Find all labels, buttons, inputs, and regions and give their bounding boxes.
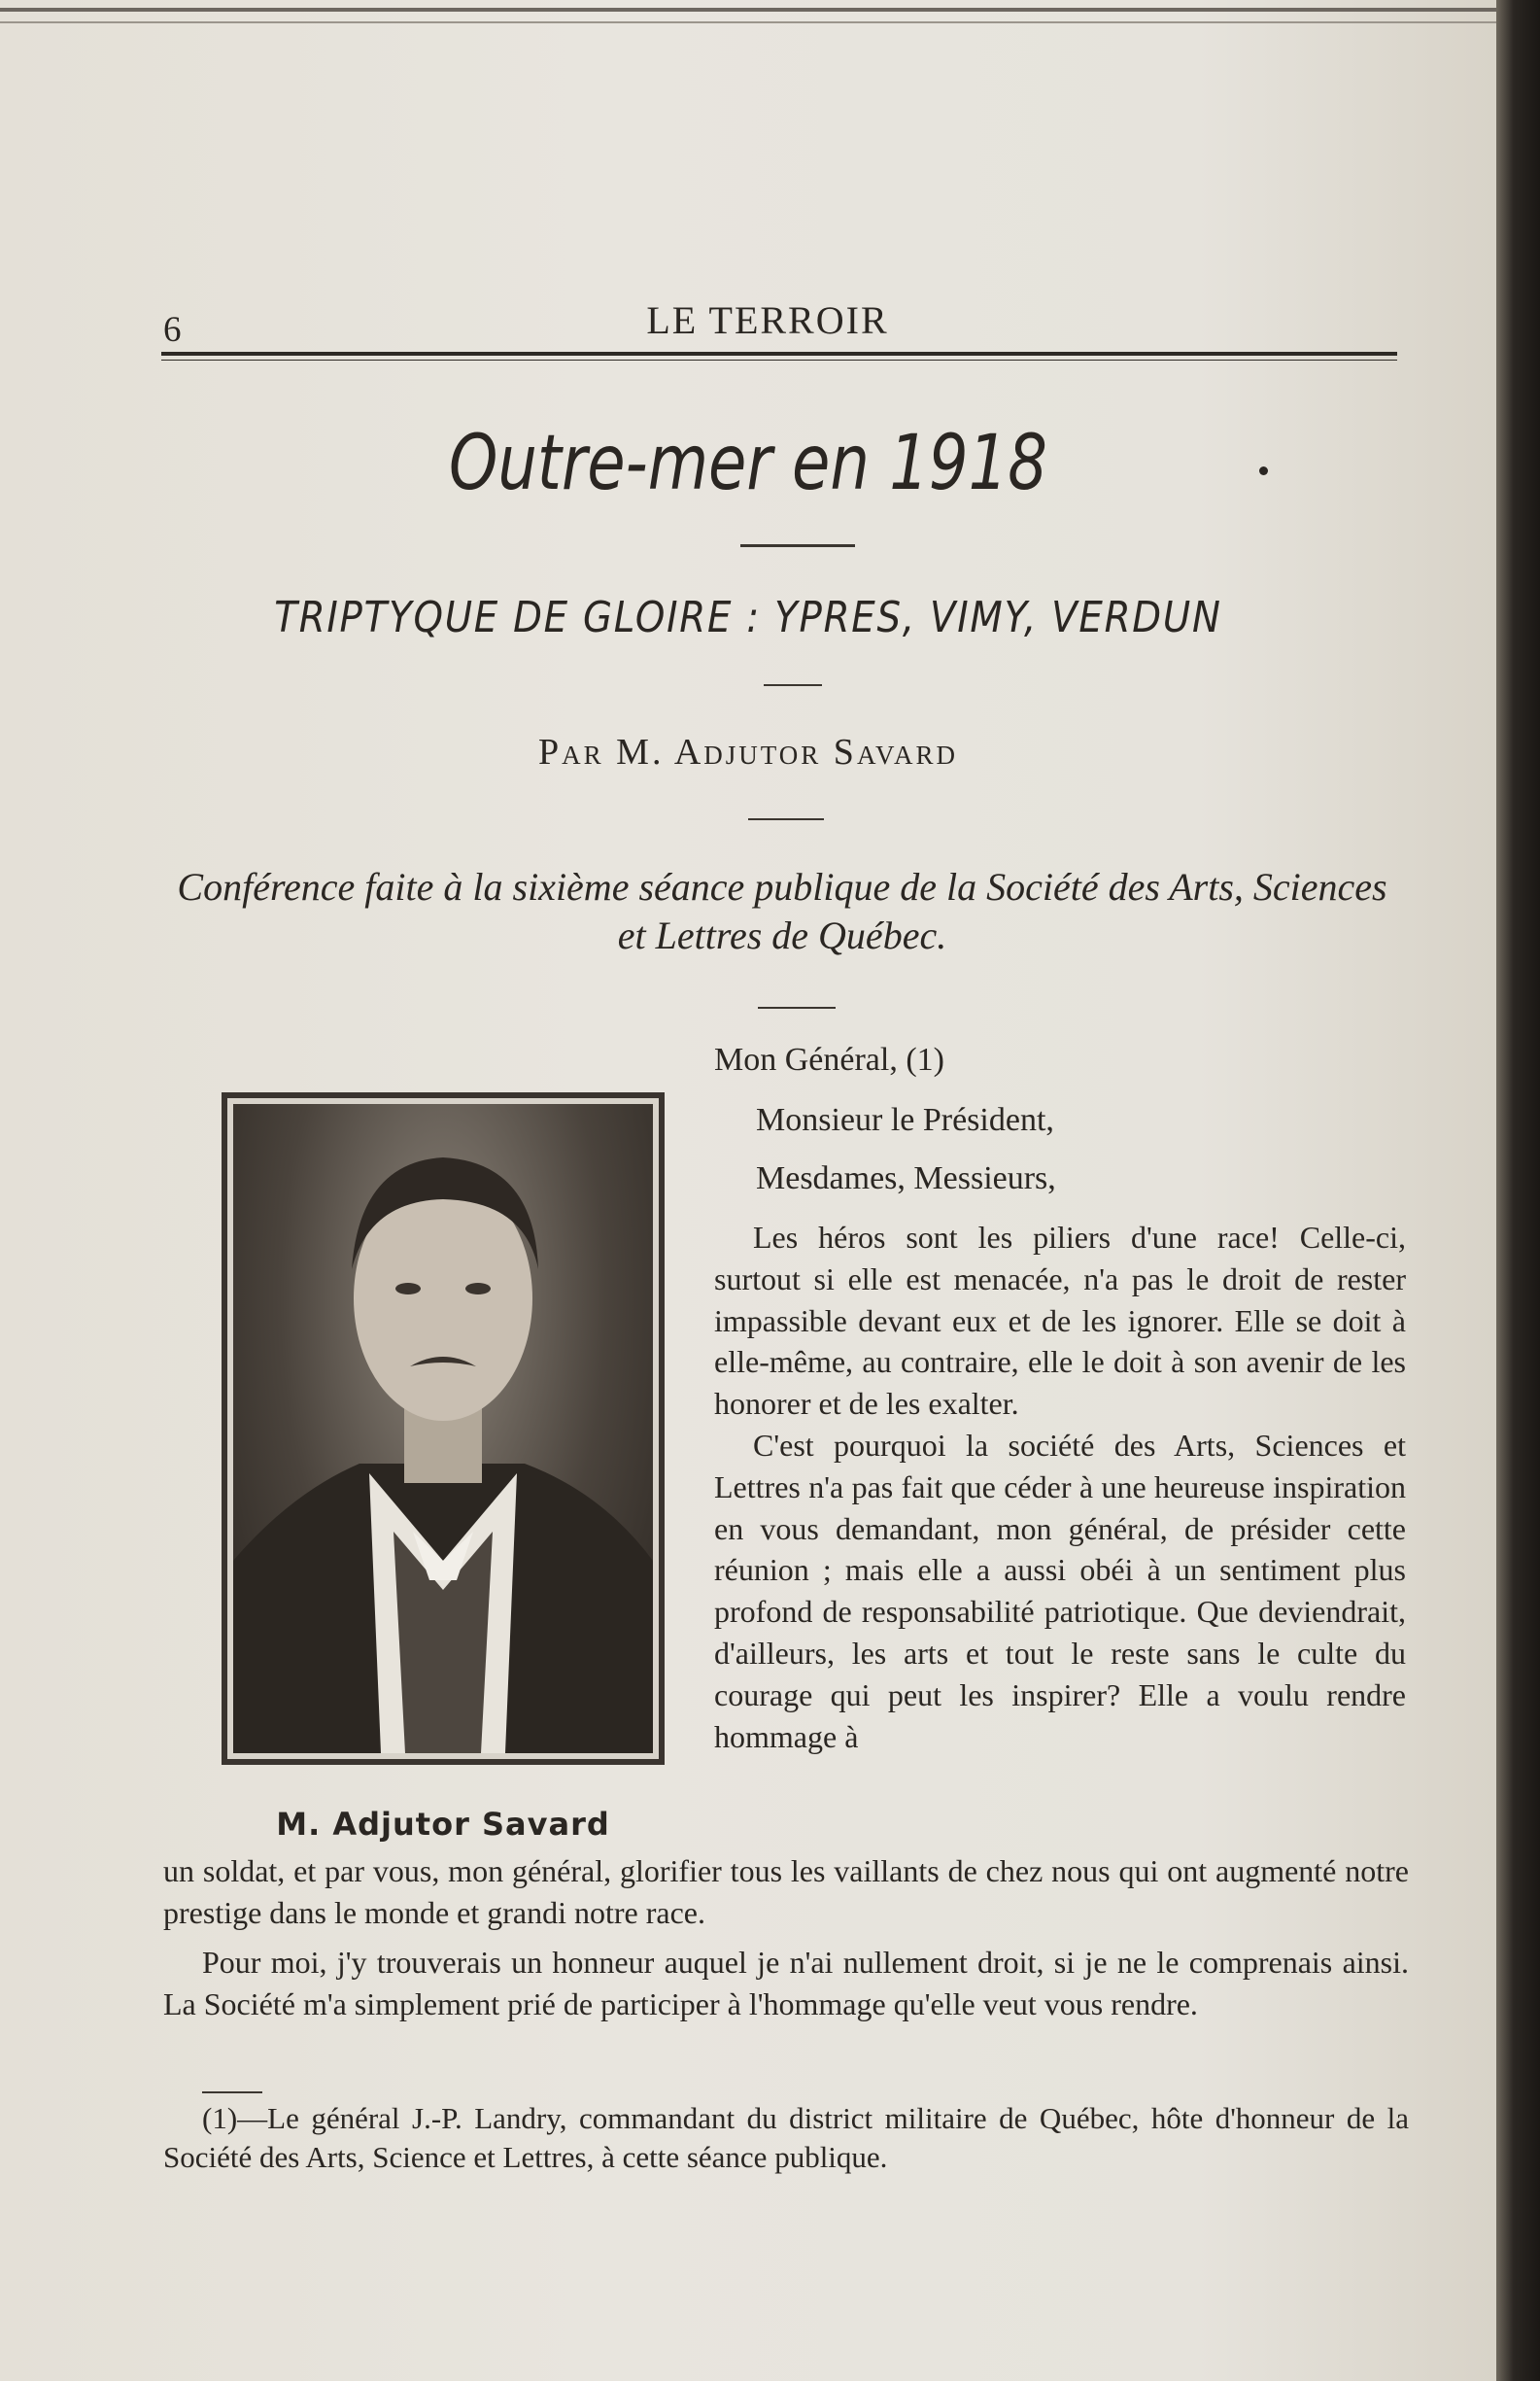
top-border	[0, 8, 1496, 12]
paragraph: C'est pourquoi la société des Arts, Sciences et Lettres n'a pas fait que céder à une heureuse inspiration en vous demandant, mon général, de présider cette réunion ; mais elle a aussi obéi à un sentiment plus profond de responsabilité patriotique. Que deviendrait, d'ailleurs, les arts et tout le reste sans le culte du courage qui peut les inspirer? Elle a voulu rendre hommage à	[714, 1427, 1406, 1754]
footnote	[163, 2099, 1409, 2177]
running-head: LE TERROIR	[646, 298, 889, 342]
header-rule	[161, 352, 1397, 356]
paragraph-continuation: un soldat, et par vous, mon général, glorifier tous les vaillants de chez nous qui ont augmenté notre prestige dans le monde et grandi notre race.	[163, 1853, 1409, 1930]
page-number: 6	[163, 310, 182, 350]
top-border-secondary	[0, 21, 1496, 23]
separator-rule	[740, 544, 855, 547]
article-title: Outre-mer en 1918	[449, 420, 1047, 507]
separator-rule	[758, 1007, 836, 1009]
body-final	[163, 1942, 1409, 2025]
salutation-audience: Mesdames, Messieurs,	[756, 1160, 1056, 1196]
salutation-president: Monsieur le Président,	[756, 1102, 1054, 1138]
title-dot	[1259, 466, 1268, 475]
photo-caption: M. Adjutor Savard	[276, 1806, 610, 1843]
article-subtitle: TRIPTYQUE DE GLOIRE : YPRES, VIMY, VERDUN	[274, 593, 1222, 642]
footnote-rule	[202, 2091, 262, 2093]
byline: Par M. Adjutor Savard	[538, 732, 958, 773]
paragraph: Pour moi, j'y trouverais un honneur auquel je n'ai nullement droit, si je ne le comprenais ainsi. La Société m'a simplement prié de participer à l'hommage qu'elle veut vous rendre.	[163, 1945, 1409, 2021]
header-rule-thin	[161, 360, 1397, 361]
separator-rule	[764, 684, 822, 686]
body-continuation	[163, 1850, 1409, 1934]
separator-rule	[748, 818, 824, 820]
page-edge	[1496, 0, 1540, 2381]
portrait-frame	[222, 1092, 665, 1765]
paragraph: Les héros sont les piliers d'une race! Celle-ci, surtout si elle est menacée, n'a pas le droit de rester impassible devant eux et de les ignorer. Elle se doit à elle-même, au contraire, elle le doit à son avenir de les honorer et de les exalter.	[714, 1220, 1406, 1422]
body-column	[714, 1217, 1406, 1757]
portrait-photo	[233, 1104, 653, 1753]
footnote-text: (1)—Le général J.-P. Landry, commandant du district militaire de Québec, hôte d'honneur de la Société des Arts, Science et Lettres, à cette séance publique.	[163, 2101, 1409, 2174]
conference-note: Conférence faite à la sixième séance publique de la Société des Arts, Sciences et Lettres de Québec.	[177, 865, 1387, 957]
salutation-general: Mon Général, (1)	[714, 1042, 944, 1078]
